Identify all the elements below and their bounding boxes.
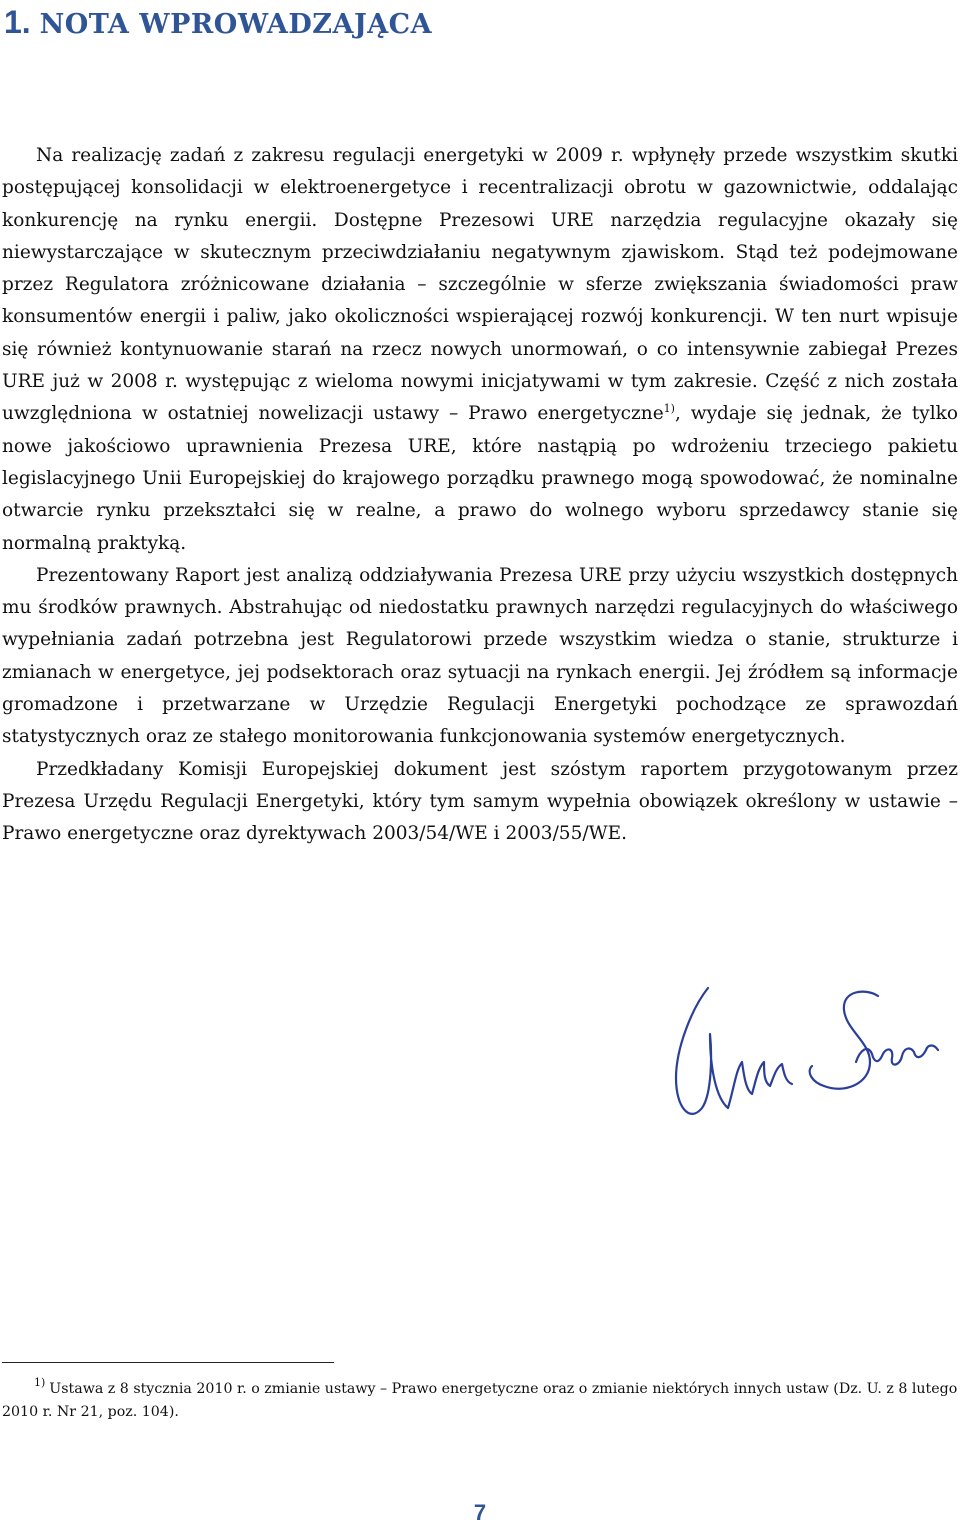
signature-strokes [676, 988, 938, 1114]
paragraph-commission: Przedkładany Komisji Europejskiej dokument jest szóstym raportem przygotowanym przez Prezesa Urzędu Regulacji Energetyki, który tym samym wypełnia obowiązek określony w ustawie – Prawo energetyczne oraz dyrektywach 2003/54/WE i 2003/55/WE. [2, 758, 958, 845]
page-number: 7 [473, 1500, 487, 1525]
footnote-reference[interactable]: 1) [663, 402, 675, 416]
footnote-text: Ustawa z 8 stycznia 2010 r. o zmianie ustawy – Prawo energetyczne oraz o zmianie niektórych innych ustaw (Dz. U. z 8 lutego 2010 r. Nr 21, poz. 104). [2, 1381, 958, 1420]
footnote: $^{1)}$ Ustawa z 8 stycznia 2010 r. o zmianie ustawy – Prawo energetyczne oraz o zmianie niektórych innych ustaw (Dz. U. z 8 lutego 2010 r. Nr 21, poz. 104). [2, 1376, 958, 1420]
paragraph-intro-continuation: , wydaje się jednak, że tylko nowe jakościowo uprawnienia Prezesa URE, które nastąpią po wdrożeniu trzeciego pakietu legislacyjnego Unii Europejskiej do krajowego porządku prawnego mogą spowodować, że nominalne otwarcie rynku przekształci się w realne, a prawo do wolnego wyboru sprzedawcy stanie się normalną praktyką. [2, 403, 958, 554]
paragraph-report: Prezentowany Raport jest analizą oddziaływania Prezesa URE przy użyciu wszystkich dostępnych mu środków prawnych. Abstrahując od niedostatku prawnych narzędzi regulacyjnych do właściwego wypełniania zadań potrzebna jest Regulatorowi przede wszystkim wiedza o stanie, strukturze i zmianach w energetyce, jej podsektorach oraz sytuacji na rynkach energii. Jej źródłem są informacje gromadzone i przetwarzane w Urzędzie Regulacji Energetyki pochodzące ze sprawozdań statystycznych oraz ze stałego monitorowania funkcjonowania systemów energetycznych. [2, 564, 958, 748]
section-number: 1. [4, 4, 31, 40]
signature-stroke-first-name [676, 988, 792, 1114]
signature-stroke-surname-initial [810, 992, 878, 1089]
paragraph-intro-text: Na realizację zadań z zakresu regulacji energetyki w 2009 r. wpłynęły przede wszystkim skutki postępującej konsolidacji w elektroenergetyce i recentralizacji obrotu w gazownictwie, oddalając konkurencję na rynku energii. Dostępne Prezesowi URE narzędzia regulacyjne okazały się niewystarczające w skutecznym przeciwdziałaniu negatywnym zjawiskom. Stąd też podejmowane przez Regulatora zróżnicowane działania – szczególnie w sferze zwiększania świadomości praw konsumentów energii i paliw, jako okoliczności wspierającej rozwój konkurencji. W ten nurt wpisuje się również kontynuowanie starań na rzecz nowych unormowań, o co intensywnie zabiegał Prezes URE już w 2008 r. występując z wieloma nowymi inicjatywami w tym zakresie. Część z nich została uwzględniona w ostatniej nowelizacji ustawy – Prawo energetyczne [2, 145, 958, 425]
document-body [2, 140, 958, 851]
section-title: NOTA WPROWADZAJĄCA [39, 9, 433, 40]
paragraph-intro [2, 140, 958, 560]
section-heading [4, 2, 432, 45]
handwritten-signature [656, 958, 956, 1158]
footnote-separator [2, 1362, 334, 1363]
